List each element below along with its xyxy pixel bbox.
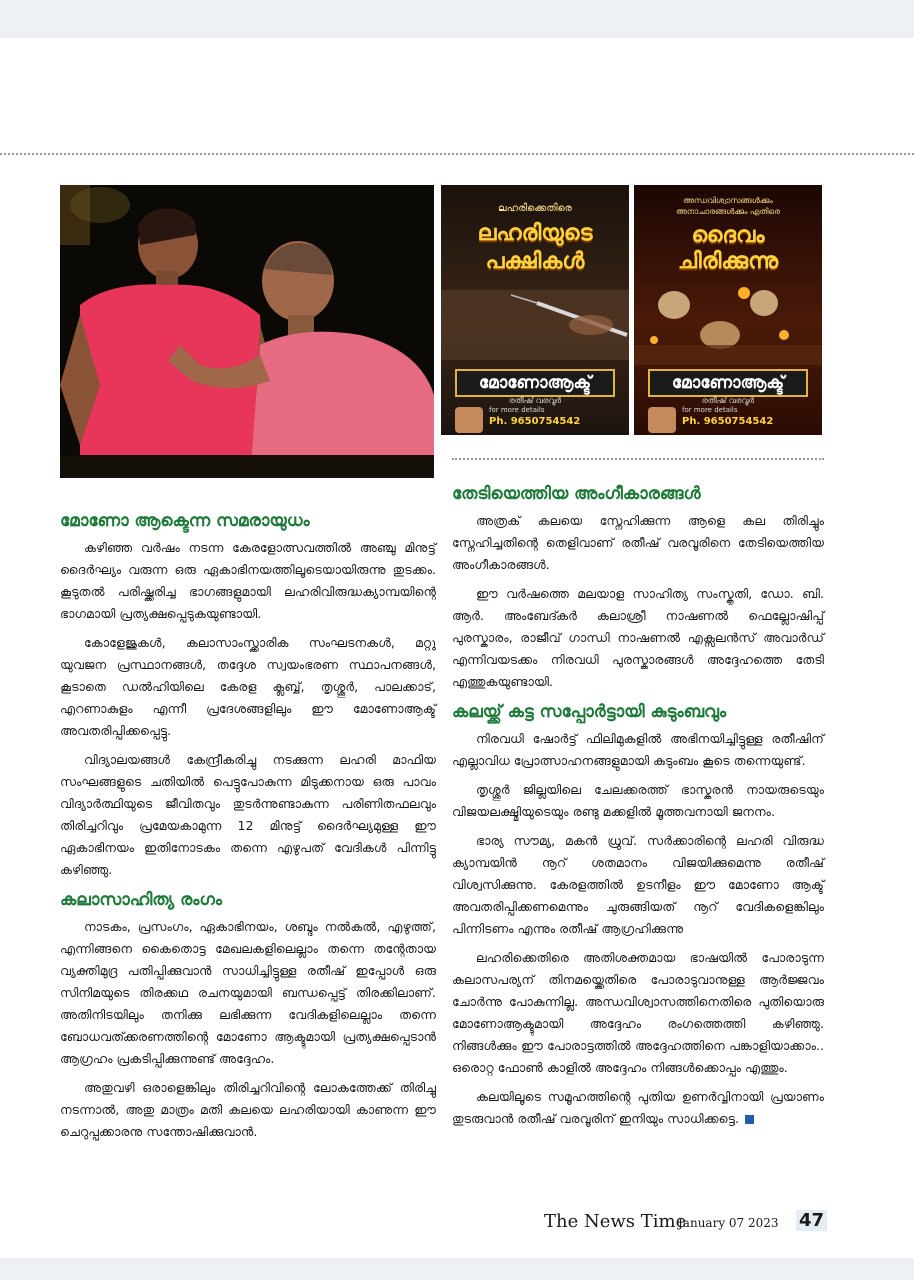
poster-brand: മോണോആക്ട് xyxy=(648,369,808,397)
page-number: 47 xyxy=(796,1210,827,1231)
paragraph: ലഹരിക്കെതിരെ അതിശക്തമായ ഭാഷയിൽ പോരാടുന്ന കലാസപര്യന് തിനമയ്ക്കെതിരെ പോരാടുവാനുള്ള ആർജ്ജവം ചോർന്നു പോകുന്നില്ല. അന്ധവിശ്വാസത്തിനെതിരെ പുതിയൊരു മോണോആക്ടുമായി അദ്ദേഹം രംഗത്തെത്തി കഴിഞ്ഞു. നിങ്ങൾക്കും ഈ പോരാട്ടത്തിൽ അദ്ദേഹത്തിനെ പങ്കാളിയാക്കാം.. ഒരൊറ്റ ഫോൺ കാളിൽ അദ്ദേഹം നിങ്ങൾക്കൊപ്പം എത്തും. xyxy=(452,950,824,1075)
bottom-bar xyxy=(0,1258,914,1280)
paragraph-last xyxy=(452,1086,824,1130)
performance-photo xyxy=(60,185,434,478)
poster-title-line2: പക്ഷികൾ xyxy=(485,249,585,274)
poster-title-line1: ലഹരിയുടെ xyxy=(477,221,593,246)
poster-author: രതീഷ് വരവൂർ xyxy=(701,396,755,405)
poster-more-details: for more details xyxy=(682,406,738,414)
poster-phone: Ph. 9650754542 xyxy=(489,416,581,427)
paragraph: കഴിഞ്ഞ വർഷം നടന്ന കേരളോത്സവത്തിൽ അഞ്ചു മിനുട്ട് ദൈർഘ്യം വരുന്ന ഒരു ഏകാഭിനയത്തിലൂടെയായിരുന്നു തുടക്കം. കൂടുതൽ പരിഷ്ക്കരിച്ച ഭാഗങ്ങളുമായി ലഹരിവിരുദ്ധക്യാമ്പയിന്റെ ഭാഗമായി പ്രത്യക്ഷപ്പെടുകയുണ്ടായി. xyxy=(60,540,436,621)
section-heading-family: കലയ്ക്ക് കട്ട സപ്പോർട്ടായി കുടുംബവും xyxy=(452,702,727,722)
paragraph: നിരവധി ഷോർട്ട് ഫിലിമുകളിൽ അഭിനയിച്ചിട്ടുള്ള രതീഷിന് എല്ലാവിധ പ്രോത്സാഹനങ്ങളുമായി കുടുംബം കൂടെ തന്നെയുണ്ട്. xyxy=(452,731,824,768)
paragraph-text: കലയിലൂടെ സമൂഹത്തിന്റെ പുതിയ ഉണർവ്വിനായി പ്രയാണം തുടരുവാൻ രതീഷ് വരവൂരിന് ഇനിയും സാധിക്കട്ടെ. xyxy=(452,1089,824,1126)
author-avatar xyxy=(455,407,483,433)
paragraph: നാടകം, പ്രസംഗം, ഏകാഭിനയം, ശബ്ദം നൽകൽ, എഴുത്ത്, എന്നിങ്ങനെ കൈതൊട്ട മേഖലകളിലെല്ലാം തന്നെ തന്റേതായ വ്യക്തിമുദ്ര പതിപ്പിക്കുവാൻ സാധിച്ചിട്ടുള്ള രതീഷ് ഇപ്പോൾ ഒരു സിനിമയുടെ തിരക്കഥ രചനയുമായി ബന്ധപ്പെട്ട് തിരക്കിലാണ്. അതിനിടയിലും തനിക്കു ലഭിക്കുന്ന വേദികളിലെല്ലാം തന്നെ ബോധവത്ക്കരണത്തിന്റെ മോണോ ആക്ടുമായി പ്രത്യക്ഷപ്പെടാൻ ആഗ്രഹം പ്രകടിപ്പിക്കുന്നുണ്ട് അദ്ദേഹം. xyxy=(60,919,436,1066)
poster-tagline: അന്ധവിശ്വാസങ്ങൾക്കും അനാചാരങ്ങൾക്കും എതിരെ xyxy=(676,196,780,216)
poster-title-line2: ചിരിക്കുന്നു xyxy=(677,249,779,274)
paragraph: തൃശ്ശൂർ ജില്ലയിലെ ചേലക്കരത്ത് ഭാസ്കരൻ നായരുടെയും വിജയലക്ഷ്മിയുടെയും രണ്ടു മക്കളിൽ മൂത്തവനായി ജനനം. xyxy=(452,782,824,819)
paragraph: അതുവഴി ഒരാളെങ്കിലും തിരിച്ചറിവിന്റെ ലോകത്തേക്ക് തിരിച്ചു നടന്നാൽ, അതു മാത്രം മതി കലയെ ലഹരിയായി കാണുന്ന ഈ ചെറുപ്പക്കാരനു സന്തോഷിക്കുവാൻ. xyxy=(60,1080,436,1139)
paragraph: ഈ വർഷത്തെ മലയാള സാഹിത്യ സംസ്കൃതി, ഡോ. ബി. ആർ. അംബേദ്കർ കലാശ്രീ നാഷണൽ ഫെല്ലോഷിപ്പ് പുരസ്കാരം, രാജീവ് ഗാന്ധി നാഷണൽ എക്സലൻസ് അവാർഡ് എന്നിവയടക്കം നിരവധി പുരസ്കാരങ്ങൾ അദ്ദേഹത്തെ തേടി എത്തുകയുണ്ടായി. xyxy=(452,586,824,689)
paragraph: അത്രക് കലയെ സ്നേഹിക്കുന്ന ആളെ കല തിരിച്ചും സ്നേഹിച്ചതിന്റെ തെളിവാണ് രതീഷ് വരവൂരിനെ തേടിയെത്തിയ അംഗീകാരങ്ങൾ. xyxy=(452,513,824,572)
divider-top xyxy=(0,153,914,155)
paragraph: കോളേജുകൾ, കലാസാംസ്ക്കാരിക സംഘടനകൾ, മറ്റു യുവജന പ്രസ്ഥാനങ്ങൾ, തദ്ദേശ സ്വയംഭരണ സ്ഥാപനങ്ങൾ, കൂടാതെ ഡൽഹിയിലെ കേരള ക്ലബ്ബ്, തൃശ്ശൂർ, പാലക്കാട്, എറണാകുളം എന്നീ പ്രദേശങ്ങളിലും ഈ മോണോആക്ട് അവതരിപ്പിക്കപ്പെട്ടു. xyxy=(60,635,436,738)
right-column xyxy=(452,482,824,1137)
page-footer xyxy=(544,1209,824,1239)
divider-right xyxy=(452,458,824,460)
issue-date: January 07 2023 xyxy=(678,1216,779,1230)
poster-lahariyude-pakshikal xyxy=(441,185,629,435)
section-heading-kala-sahithya: കലാസാഹിത്യ രംഗം xyxy=(60,890,222,910)
poster-tagline: ലഹരിക്കെതിരെ xyxy=(498,203,572,214)
poster-daivam-chirikkunnu xyxy=(634,185,822,435)
left-column xyxy=(60,509,436,1150)
poster-phone: Ph. 9650754542 xyxy=(682,416,774,427)
paragraph: ഭാര്യ സൗമ്യ, മകൻ ധ്രുവ്. സർക്കാരിന്റെ ലഹരി വിരുദ്ധ ക്യാമ്പയിൻ നൂറ് ശതമാനം വിജയിക്കുമെന്നു രതീഷ് വിശ്വസിക്കുന്നു. കേരളത്തിൽ ഉടനീളം ഈ മോണോ ആക്ട് അവതരിപ്പിക്കണമെന്നും ചുരുങ്ങിയത് നൂറ് വേദികളെങ്കിലും പിന്നിടണം എന്നും രതീഷ് ആഗ്രഹിക്കുന്നു xyxy=(452,833,824,936)
poster-brand: മോണോആക്ട് xyxy=(455,369,615,397)
author-avatar xyxy=(648,407,676,433)
poster-title-line1: ദൈവം xyxy=(691,223,765,248)
section-heading-mono-act: മോണോ ആക്ടെന്ന സമരായുധം xyxy=(60,511,310,531)
paragraph: വിദ്യാലയങ്ങൾ കേന്ദ്രീകരിച്ചു നടക്കുന്ന ലഹരി മാഫിയ സംഘങ്ങളുടെ ചതിയിൽ പെട്ടുപോകുന്ന മിടുക്കനായ ഒരു പാവം വിദ്യാർത്ഥിയുടെ ജീവിതവും തുടർന്നുണ്ടാകുന്ന പരിണിതഫലവും തിരിച്ചറിവും പ്രമേയകാമുന്ന 12 മിനുട്ട് ദൈർഘ്യമുള്ള ഈ ഏകാഭിനയം ഇതിനോടകം തന്നെ എഴുപത് വേദികൾ പിന്നിട്ടു കഴിഞ്ഞു. xyxy=(60,752,436,877)
poster-more-details: for more details xyxy=(489,406,545,414)
end-mark-icon xyxy=(745,1115,754,1124)
section-heading-awards: തേടിയെത്തിയ അംഗീകാരങ്ങൾ xyxy=(452,484,701,504)
magazine-name: The News Time xyxy=(544,1211,687,1232)
top-bar xyxy=(0,0,914,38)
poster-author: രതീഷ് വരവൂർ xyxy=(508,396,562,405)
